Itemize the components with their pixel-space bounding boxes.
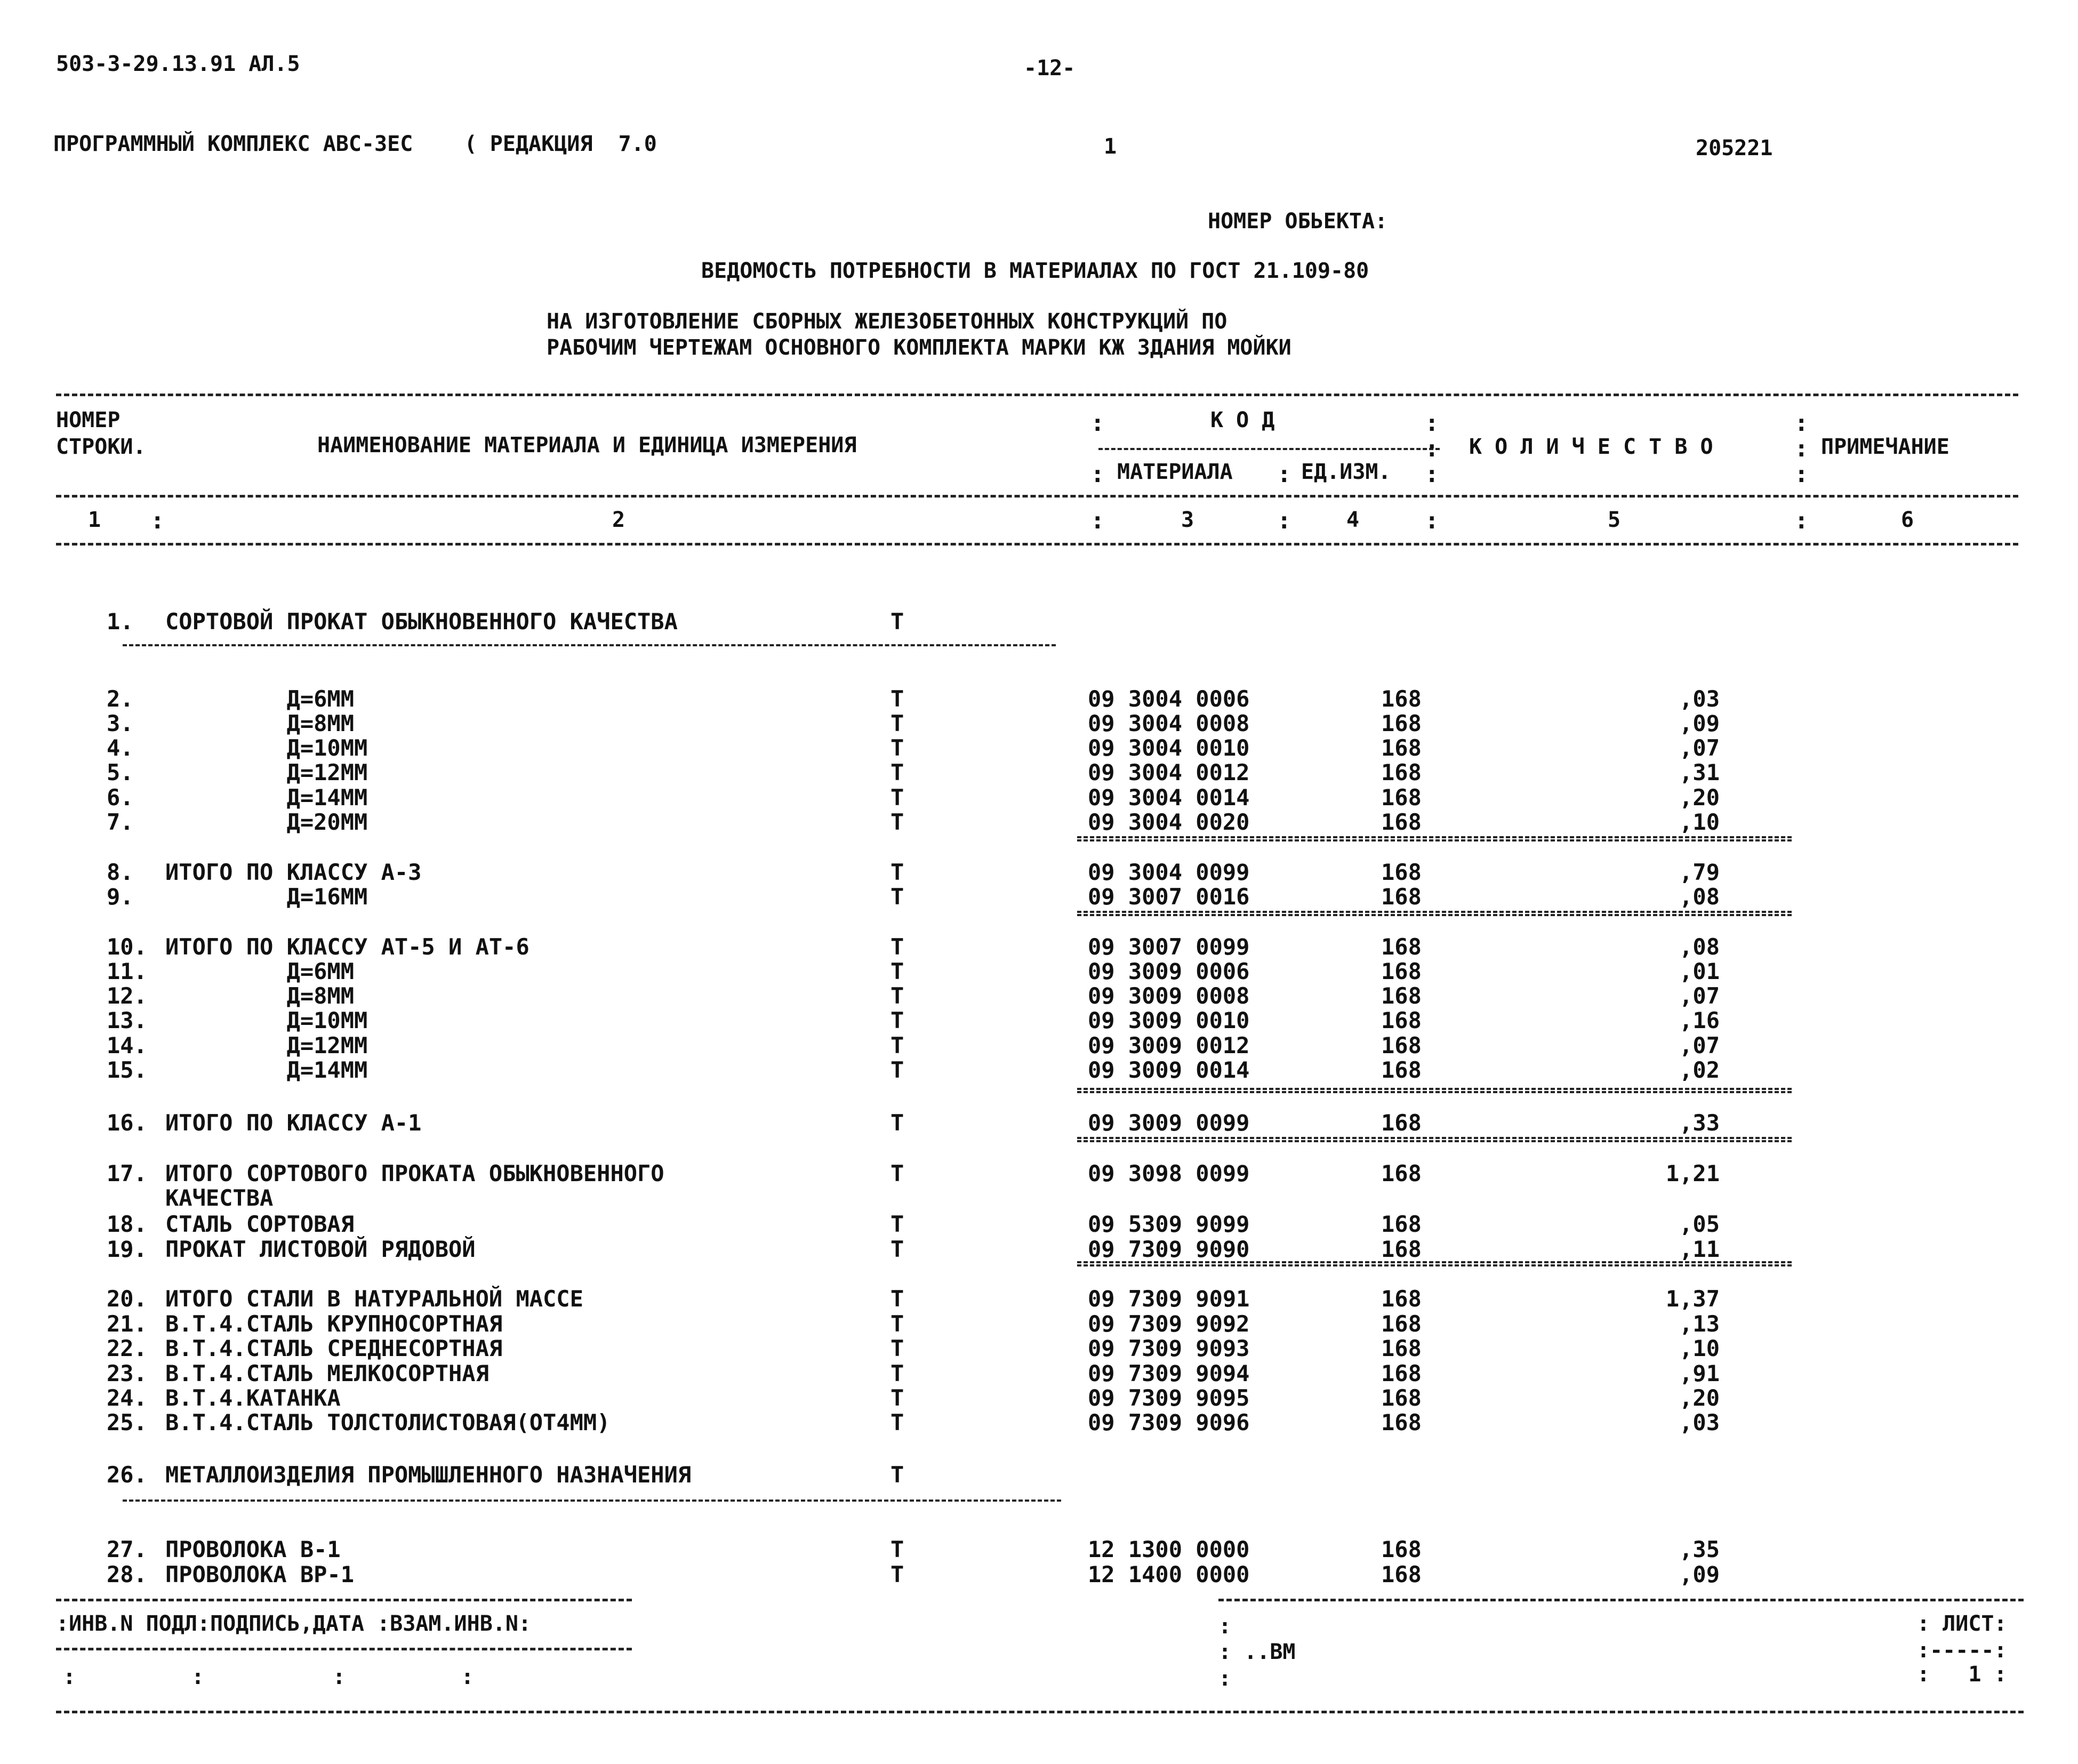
material-code: 09 3007 0099	[1088, 934, 1250, 960]
unit-code: 168	[1381, 1032, 1422, 1059]
row-number: 9.	[107, 884, 134, 910]
material-code: 09 7309 9091	[1088, 1286, 1250, 1312]
material-code: 09 7309 9096	[1088, 1409, 1250, 1436]
row-number: 20.	[107, 1286, 147, 1312]
title-block-colon: :	[1218, 1614, 1232, 1639]
header-colon: :	[1090, 410, 1105, 437]
unit-code: 168	[1381, 784, 1422, 811]
unit-of-measure: Т	[890, 1160, 904, 1186]
unit-code: 168	[1381, 1007, 1422, 1033]
col1-header-line2: СТРОКИ.	[56, 435, 146, 459]
stamp-bottom: : : : :	[63, 1665, 474, 1689]
unit-code: 168	[1381, 759, 1422, 785]
unit-of-measure: Т	[890, 608, 904, 635]
unit-of-measure: Т	[890, 1110, 904, 1136]
sheet-number: : 1 :	[1917, 1662, 2007, 1687]
table-row	[0, 1213, 2078, 1239]
row-number: 22.	[107, 1335, 147, 1361]
material-name: Д=6ММ	[165, 958, 355, 984]
header-colon: :	[1794, 507, 1809, 534]
table-row	[0, 1538, 2078, 1564]
quantity: ,09	[1679, 1561, 1720, 1587]
unit-of-measure: Т	[890, 983, 904, 1009]
col1-header-line1: НОМЕР	[56, 408, 121, 432]
table-row	[0, 886, 2078, 911]
material-name: Д=10ММ	[165, 735, 368, 761]
table-row	[0, 1112, 2078, 1137]
table-row	[0, 1563, 2078, 1589]
unit-of-measure: Т	[890, 1360, 904, 1386]
code-group-header: К О Д	[1210, 408, 1275, 432]
header-colon: :	[150, 507, 165, 534]
unit-of-measure: Т	[890, 1211, 904, 1237]
unit-code: 168	[1381, 1335, 1422, 1361]
row-number: 16.	[107, 1110, 147, 1136]
material-code: 09 3009 0012	[1088, 1032, 1250, 1059]
row-number: 6.	[107, 784, 134, 811]
table-row	[0, 712, 2078, 738]
row-number: 4.	[107, 735, 134, 761]
material-name: Д=8ММ	[165, 710, 355, 736]
material-name: ПРОКАТ ЛИСТОВОЙ РЯДОВОЙ	[165, 1236, 476, 1262]
row-number: 8.	[107, 859, 134, 885]
quantity: ,10	[1679, 1335, 1720, 1361]
unit-of-measure: Т	[890, 958, 904, 984]
material-code: 09 3009 0008	[1088, 983, 1250, 1009]
unit-of-measure: Т	[890, 1236, 904, 1262]
col5-header: К О Л И Ч Е С Т В О	[1469, 435, 1713, 459]
material-code: 09 3009 0010	[1088, 1007, 1250, 1033]
material-code: 09 7309 9090	[1088, 1236, 1250, 1262]
section-rule	[123, 1500, 1061, 1502]
quantity: ,07	[1679, 983, 1720, 1009]
material-name: В.Т.4.СТАЛЬ МЕЛКОСОРТНАЯ	[165, 1360, 489, 1386]
material-name: Д=6ММ	[165, 686, 355, 712]
row-number: 18.	[107, 1211, 147, 1237]
table-row	[0, 1059, 2078, 1085]
material-name: Д=14ММ	[165, 784, 368, 811]
unit-of-measure: Т	[890, 784, 904, 811]
unit-of-measure: Т	[890, 1409, 904, 1436]
unit-code: 168	[1381, 1236, 1422, 1262]
material-code: 09 7309 9093	[1088, 1335, 1250, 1361]
col3-header: МАТЕРИАЛА	[1117, 460, 1233, 484]
quantity: ,20	[1679, 784, 1720, 811]
table-row	[0, 761, 2078, 787]
sheet-dash: :-----:	[1917, 1638, 2007, 1663]
unit-of-measure: Т	[890, 1462, 904, 1488]
quantity: ,09	[1679, 710, 1720, 736]
table-row	[0, 1409, 2078, 1437]
statement-subtitle-line2: РАБОЧИМ ЧЕРТЕЖАМ ОСНОВНОГО КОМПЛЕКТА МАРКИ КЖ ЗДАНИЯ МОЙКИ	[547, 335, 1291, 360]
material-code: 09 3007 0016	[1088, 884, 1250, 910]
title-block-colon: :	[1218, 1666, 1232, 1691]
table-row	[0, 688, 2078, 713]
unit-of-measure: Т	[890, 686, 904, 712]
table-row	[0, 811, 2078, 837]
material-name: СТАЛЬ СОРТОВАЯ	[165, 1211, 355, 1237]
material-name: Д=10ММ	[165, 1007, 368, 1033]
material-code: 09 3098 0099	[1088, 1160, 1250, 1186]
material-code: 09 5309 9099	[1088, 1211, 1250, 1237]
row-number: 24.	[107, 1385, 147, 1411]
material-name: ИТОГО ПО КЛАССУ АТ-5 И АТ-6	[165, 934, 529, 960]
material-code: 09 7309 9094	[1088, 1360, 1250, 1386]
quantity: ,08	[1679, 884, 1720, 910]
page-number: -12-	[1024, 56, 1076, 81]
col-number-1: 1	[88, 508, 101, 532]
unit-code: 168	[1381, 934, 1422, 960]
sheet-label: : ЛИСТ:	[1917, 1611, 2007, 1636]
unit-code: 168	[1381, 1311, 1422, 1337]
subtotal-rule	[1077, 836, 1792, 841]
material-code: 09 3004 0006	[1088, 686, 1250, 712]
unit-of-measure: Т	[890, 884, 904, 910]
table-row	[0, 608, 2078, 636]
material-name: Д=20ММ	[165, 809, 368, 835]
header-colon: :	[1794, 461, 1809, 488]
unit-of-measure: Т	[890, 735, 904, 761]
header-rule-top	[56, 394, 2018, 396]
material-code: 09 3004 0010	[1088, 735, 1250, 761]
material-code: 12 1400 0000	[1088, 1561, 1250, 1587]
material-code: 09 3004 0012	[1088, 759, 1250, 785]
row-number: 25.	[107, 1409, 147, 1436]
row-number: 23.	[107, 1360, 147, 1386]
table-row	[0, 1160, 2078, 1211]
header-colon: :	[1425, 410, 1439, 437]
subtotal-rule	[1077, 911, 1792, 916]
material-code: 09 3004 0014	[1088, 784, 1250, 811]
table-row	[0, 1362, 2078, 1388]
material-name: ИТОГО ПО КЛАССУ А-1	[165, 1110, 422, 1136]
unit-of-measure: Т	[890, 710, 904, 736]
col-number-6: 6	[1901, 508, 1914, 532]
drawing-mark: : ..ВМ	[1218, 1640, 1296, 1664]
row-number: 1.	[107, 608, 134, 635]
unit-code: 168	[1381, 710, 1422, 736]
unit-of-measure: Т	[890, 1057, 904, 1083]
object-number-label: НОМЕР ОБЬЕКТА:	[1208, 209, 1388, 234]
header-colon: :	[1794, 410, 1809, 437]
header-colon: :	[1277, 461, 1291, 488]
material-code: 09 3009 0099	[1088, 1110, 1250, 1136]
material-code: 09 3004 0020	[1088, 809, 1250, 835]
unit-code: 168	[1381, 1409, 1422, 1436]
unit-code: 168	[1381, 1360, 1422, 1386]
unit-of-measure: Т	[890, 934, 904, 960]
unit-code: 168	[1381, 958, 1422, 984]
page-bottom-rule	[56, 1711, 2024, 1713]
material-code: 09 3009 0006	[1088, 958, 1250, 984]
material-name: МЕТАЛЛОИЗДЕЛИЯ ПРОМЫШЛЕННОГО НАЗНАЧЕНИЯ	[165, 1462, 692, 1488]
subtotal-rule	[1077, 1261, 1792, 1266]
unit-code: 168	[1381, 735, 1422, 761]
unit-of-measure: Т	[890, 1536, 904, 1562]
col-number-2: 2	[612, 508, 625, 532]
unit-of-measure: Т	[890, 809, 904, 835]
row-number: 12.	[107, 983, 147, 1009]
quantity: 1,37	[1665, 1286, 1720, 1312]
unit-code: 168	[1381, 1385, 1422, 1411]
unit-code: 168	[1381, 884, 1422, 910]
unit-of-measure: Т	[890, 1311, 904, 1337]
program-line: ПРОГРАММНЫЙ КОМПЛЕКС АВС-3ЕС ( РЕДАКЦИЯ 7.0	[53, 132, 657, 156]
row-number: 17.	[107, 1160, 147, 1186]
header-colon: :	[1090, 461, 1105, 488]
row-number: 26.	[107, 1462, 147, 1488]
unit-code: 168	[1381, 1211, 1422, 1237]
document-code: 503-3-29.13.91 АЛ.5	[56, 52, 300, 76]
material-code: 12 1300 0000	[1088, 1536, 1250, 1562]
row-number: 15.	[107, 1057, 147, 1083]
table-row	[0, 1032, 2078, 1060]
material-code: 09 3004 0008	[1088, 710, 1250, 736]
material-name: Д=8ММ	[165, 983, 355, 1009]
material-name: ПРОВОЛОКА В-1	[165, 1536, 341, 1562]
quantity: ,33	[1679, 1110, 1720, 1136]
row-number: 7.	[107, 809, 134, 835]
material-code: 09 7309 9092	[1088, 1311, 1250, 1337]
quantity: ,35	[1679, 1536, 1720, 1562]
col4-header: ЕД.ИЗМ.	[1301, 460, 1391, 484]
table-row	[0, 1009, 2078, 1035]
material-name: В.Т.4.СТАЛЬ СРЕДНЕСОРТНАЯ	[165, 1335, 503, 1361]
row-number: 11.	[107, 958, 147, 984]
unit-code: 168	[1381, 1110, 1422, 1136]
row-number: 2.	[107, 686, 134, 712]
unit-of-measure: Т	[890, 1032, 904, 1059]
stamp-rule	[56, 1599, 632, 1601]
table-row	[0, 737, 2078, 763]
row-number: 10.	[107, 934, 147, 960]
table-row	[0, 1337, 2078, 1363]
quantity: ,03	[1679, 686, 1720, 712]
stamp-header: :ИНВ.N ПОДЛ:ПОДПИСЬ,ДАТА :ВЗАМ.ИНВ.N:	[56, 1611, 532, 1636]
unit-code: 168	[1381, 859, 1422, 885]
material-name: СОРТОВОЙ ПРОКАТ ОБЫКНОВЕННОГО КАЧЕСТВА	[165, 608, 678, 635]
unit-code: 168	[1381, 983, 1422, 1009]
material-name: В.Т.4.КАТАНКА	[165, 1385, 341, 1411]
material-name: ИТОГО СТАЛИ В НАТУРАЛЬНОЙ МАССЕ	[165, 1286, 583, 1312]
material-name: В.Т.4.СТАЛЬ КРУПНОСОРТНАЯ	[165, 1311, 503, 1337]
unit-code: 168	[1381, 1160, 1422, 1186]
quantity: ,31	[1679, 759, 1720, 785]
row-number: 3.	[107, 710, 134, 736]
quantity: ,11	[1679, 1236, 1720, 1262]
material-name: ИТОГО СОРТОВОГО ПРОКАТА ОБЫКНОВЕННОГО	[165, 1160, 664, 1186]
unit-code: 168	[1381, 1057, 1422, 1083]
unit-of-measure: Т	[890, 1385, 904, 1411]
header-rule-bottom	[56, 543, 2018, 546]
material-name: ПРОВОЛОКА ВР-1	[165, 1561, 355, 1587]
quantity: ,13	[1679, 1311, 1720, 1337]
table-row	[0, 936, 2078, 961]
header-rule-mid	[56, 495, 2018, 498]
section-rule	[123, 644, 1056, 646]
header-colon: :	[1425, 461, 1439, 488]
material-name: В.Т.4.СТАЛЬ ТОЛСТОЛИСТОВАЯ(ОТ4ММ)	[165, 1409, 611, 1436]
table-row	[0, 1313, 2078, 1338]
table-row	[0, 784, 2078, 812]
row-number: 19.	[107, 1236, 147, 1262]
material-name-continuation: КАЧЕСТВА	[165, 1185, 274, 1211]
col-number-3: 3	[1181, 508, 1194, 532]
unit-code: 168	[1381, 1536, 1422, 1562]
header-colon: :	[1425, 507, 1439, 534]
quantity: ,03	[1679, 1409, 1720, 1436]
subtotal-rule	[1077, 1088, 1792, 1093]
material-name: ИТОГО ПО КЛАССУ А-3	[165, 859, 422, 885]
quantity: ,01	[1679, 958, 1720, 984]
row-number: 21.	[107, 1311, 147, 1337]
col6-header: ПРИМЕЧАНИЕ	[1821, 435, 1949, 459]
col-number-4: 4	[1346, 508, 1360, 532]
header-colon: :	[1277, 507, 1291, 534]
material-name: Д=16ММ	[165, 884, 368, 910]
unit-of-measure: Т	[890, 859, 904, 885]
code-number: 205221	[1696, 136, 1773, 161]
table-row	[0, 1288, 2078, 1313]
quantity: ,20	[1679, 1385, 1720, 1411]
quantity: ,02	[1679, 1057, 1720, 1083]
row-number: 5.	[107, 759, 134, 785]
row-number: 13.	[107, 1007, 147, 1033]
quantity: ,05	[1679, 1211, 1720, 1237]
material-code: 09 3004 0099	[1088, 859, 1250, 885]
table-row	[0, 1238, 2078, 1264]
unit-of-measure: Т	[890, 1007, 904, 1033]
quantity: ,16	[1679, 1007, 1720, 1033]
material-code: 09 7309 9095	[1088, 1385, 1250, 1411]
table-row	[0, 861, 2078, 887]
quantity: ,79	[1679, 859, 1720, 885]
quantity: ,10	[1679, 809, 1720, 835]
unit-of-measure: Т	[890, 1561, 904, 1587]
table-row	[0, 1387, 2078, 1413]
col-number-5: 5	[1608, 508, 1621, 532]
quantity: 1,21	[1665, 1160, 1720, 1186]
sheet-marker: 1	[1104, 134, 1117, 159]
material-name: Д=14ММ	[165, 1057, 368, 1083]
statement-title: ВЕДОМОСТЬ ПОТРЕБНОСТИ В МАТЕРИАЛАХ ПО ГОСТ 21.109-80	[701, 259, 1369, 283]
quantity: ,07	[1679, 735, 1720, 761]
statement-subtitle-line1: НА ИЗГОТОВЛЕНИЕ СБОРНЫХ ЖЕЛЕЗОБЕТОННЫХ КОНСТРУКЦИЙ ПО	[547, 309, 1227, 334]
header-colon: :	[1794, 435, 1809, 462]
subtotal-rule	[1077, 1137, 1792, 1142]
unit-code: 168	[1381, 809, 1422, 835]
quantity: ,07	[1679, 1032, 1720, 1059]
unit-of-measure: Т	[890, 759, 904, 785]
quantity: ,91	[1679, 1360, 1720, 1386]
row-number: 14.	[107, 1032, 147, 1059]
stamp-rule	[56, 1648, 632, 1650]
unit-of-measure: Т	[890, 1286, 904, 1312]
material-name: Д=12ММ	[165, 1032, 368, 1059]
unit-code: 168	[1381, 1286, 1422, 1312]
header-colon: :	[1090, 507, 1105, 534]
code-group-rule	[1098, 448, 1440, 450]
material-code: 09 3009 0014	[1088, 1057, 1250, 1083]
row-number: 27.	[107, 1536, 147, 1562]
header-colon: :	[1425, 435, 1439, 462]
table-row	[0, 1464, 2078, 1489]
unit-code: 168	[1381, 1561, 1422, 1587]
quantity: ,08	[1679, 934, 1720, 960]
col2-header: НАИМЕНОВАНИЕ МАТЕРИАЛА И ЕДИНИЦА ИЗМЕРЕНИЯ	[317, 433, 857, 458]
material-name: Д=12ММ	[165, 759, 368, 785]
table-row	[0, 960, 2078, 986]
unit-of-measure: Т	[890, 1335, 904, 1361]
title-block-rule	[1218, 1599, 2024, 1601]
unit-code: 168	[1381, 686, 1422, 712]
table-row	[0, 985, 2078, 1011]
row-number: 28.	[107, 1561, 147, 1587]
